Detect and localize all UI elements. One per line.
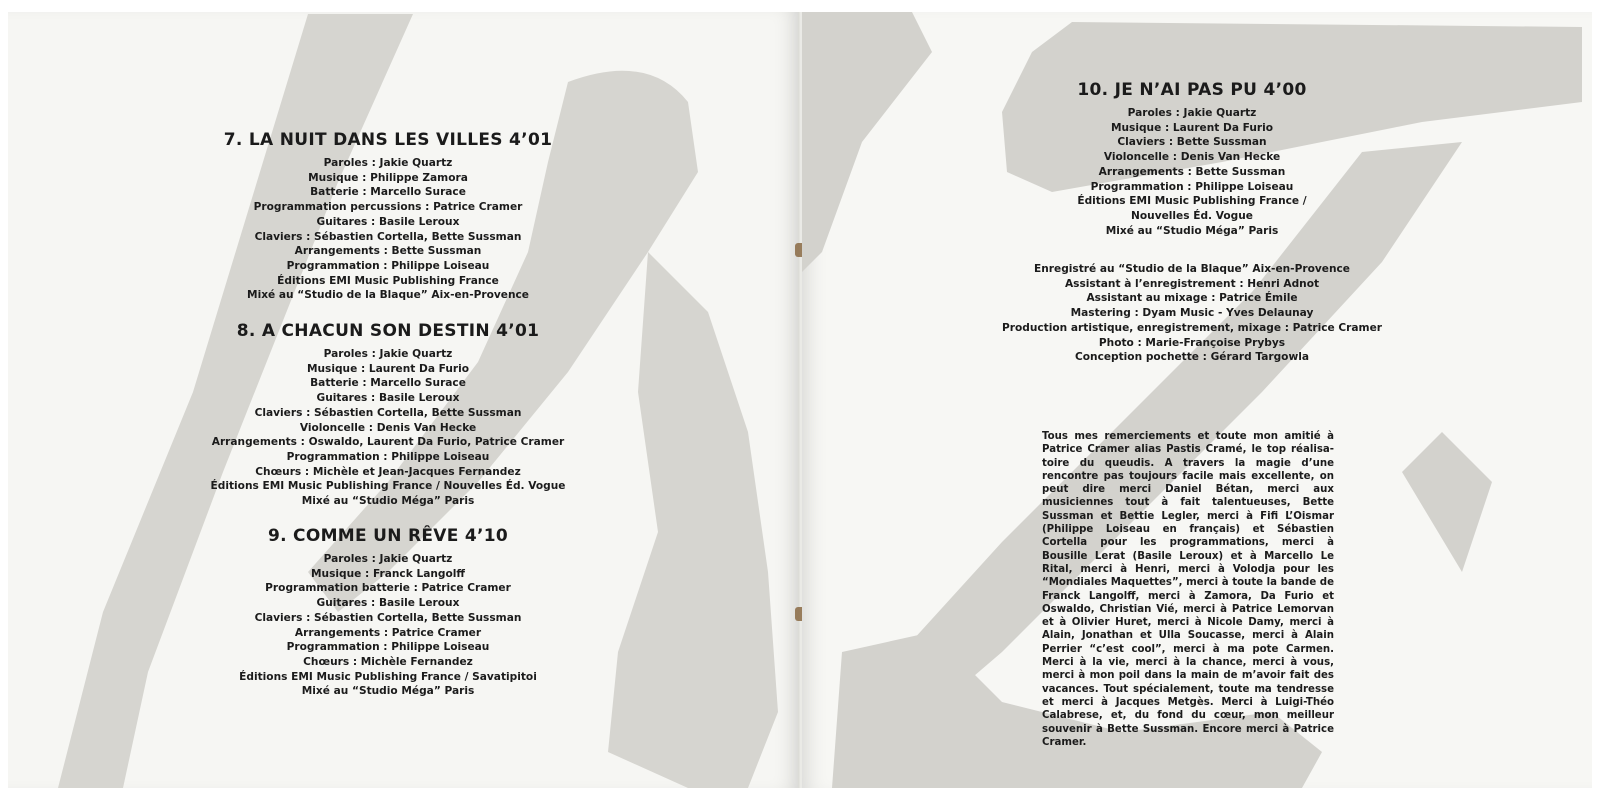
credit-line: Guitares : Basile Leroux xyxy=(316,392,460,405)
credit-line: Mastering : Dyam Music - Yves Delaunay xyxy=(1070,307,1314,320)
credit-line: Paroles : Jakie Quartz xyxy=(323,348,453,360)
credit-line: Mixé au “Studio de la Blaque” Aix-en-Provence xyxy=(247,289,529,302)
credit-line: Chœurs : Michèle Fernandez xyxy=(303,655,473,668)
credit-line: Mixé au “Studio Méga” Paris xyxy=(1105,224,1279,237)
credit-line: Arrangements : Oswaldo, Laurent Da Furio, Patrice Cramer xyxy=(211,436,565,449)
credit-line: Musique : Philippe Zamora xyxy=(308,171,468,184)
credit-line: Claviers : Sébastien Cortella, Bette Sussman xyxy=(254,406,522,419)
track-9-block xyxy=(158,526,618,699)
credit-line: Programmation : Philippe Loiseau xyxy=(286,641,490,654)
credit-line: Programmation : Philippe Loiseau xyxy=(286,450,490,463)
credit-line: Éditions EMI Music Publishing France xyxy=(277,274,499,287)
track-title: 10. JE N’AI PAS PU 4’00 xyxy=(1077,80,1307,100)
credit-line: Éditions EMI Music Publishing France / xyxy=(1077,195,1307,208)
credit-line: Conception pochette : Gérard Targowla xyxy=(1074,351,1310,364)
credit-line: Paroles : Jakie Quartz xyxy=(1127,107,1257,119)
track-7-block xyxy=(158,130,618,303)
credit-line: Chœurs : Michèle et Jean-Jacques Fernandez xyxy=(255,465,521,478)
credit-line: Arrangements : Bette Sussman xyxy=(1098,165,1286,178)
left-page xyxy=(8,12,800,788)
thanks-paragraph: Tous mes remerciements et toute mon amitié à Patrice Cramer alias Pastis Cramé, le top réalisa- toire du queudis. A travers la magie d’une rencontre pas toujours facile mais excellente, on peut dire merci Daniel Bétan, merci aux musiciennes tout à fait talentueuses, Bette Sussman et Bettie Legler, merci à Fifi L’Oismar (Philippe Loiseau en français) et Sébastien Cortella pour les programmations, merci à Bousille Lerat (Basile Leroux) et à Marcello Le Rital, merci à Henri, merci à Volodja pour les “Mondiales Maquettes”, merci à toute la bande de Franck Langolff, merci à Zamora, Da Furio et Oswaldo, Christian Vié, merci à Patrice Lemorvan et à Olivier Huret, merci à Nicole Damy, merci à Alain, Jonathan et Ulla Soucasse, merci à Alain Perrier “c’est cool”, merci à ma pote Carmen. Merci à la vie, merci à la chance, merci à vous, merci à mon poil dans la main de m’avoir fait des vacances. Tout spécialement, toute ma tendresse et merci à Jacques Metgès. Merci à Luigi-Théo Calabrese, et, du fond du cœur, mon meilleur souvenir à Bette Sussman. Encore merci à Patrice Cramer. xyxy=(1042,431,1334,748)
credit-line: Claviers : Sébastien Cortella, Bette Sussman xyxy=(254,611,522,624)
track-title: 7. LA NUIT DANS LES VILLES 4’01 xyxy=(223,130,553,150)
credit-line: Batterie : Marcello Surace xyxy=(310,377,466,390)
track-10-block xyxy=(962,80,1422,238)
credit-line: Éditions EMI Music Publishing France / Nouvelles Éd. Vogue xyxy=(210,480,566,493)
credit-line: Musique : Franck Langolff xyxy=(311,567,465,580)
credit-line: Musique : Laurent Da Furio xyxy=(306,362,470,375)
credit-line: Arrangements : Patrice Cramer xyxy=(294,626,482,639)
track-8-block xyxy=(158,321,618,509)
credit-line: Claviers : Bette Sussman xyxy=(1117,136,1267,149)
credit-line: Mixé au “Studio Méga” Paris xyxy=(301,495,475,508)
credit-line: Claviers : Sébastien Cortella, Bette Sussman xyxy=(254,230,522,243)
credit-line: Assistant au mixage : Patrice Émile xyxy=(1086,292,1298,305)
credit-line: Mixé au “Studio Méga” Paris xyxy=(301,685,475,698)
credit-line: Paroles : Jakie Quartz xyxy=(323,157,453,169)
credit-line: Guitares : Basile Leroux xyxy=(316,215,460,228)
credit-line: Programmation batterie : Patrice Cramer xyxy=(265,582,511,595)
credit-line: Violoncelle : Denis Van Hecke xyxy=(299,421,477,434)
track-title: 8. A CHACUN SON DESTIN 4’01 xyxy=(236,321,540,341)
credit-line: Violoncelle : Denis Van Hecke xyxy=(1103,151,1281,164)
credit-line: Guitares : Basile Leroux xyxy=(316,597,460,610)
credit-line: Photo : Marie-Françoise Prybys xyxy=(1098,336,1286,349)
credit-line: Éditions EMI Music Publishing France / Savatipitoi xyxy=(239,670,537,683)
credit-line: Assistant à l’enregistrement : Henri Adnot xyxy=(1064,277,1320,290)
credit-line: Programmation : Philippe Loiseau xyxy=(286,259,490,272)
credit-line: Programmation percussions : Patrice Cramer xyxy=(253,201,523,214)
right-page xyxy=(802,12,1592,788)
credit-line: Arrangements : Bette Sussman xyxy=(294,245,482,258)
credit-line: Enregistré au “Studio de la Blaque” Aix-en-Provence xyxy=(1034,263,1350,275)
credit-line: Paroles : Jakie Quartz xyxy=(323,553,453,565)
credit-line: Batterie : Marcello Surace xyxy=(310,186,466,199)
credit-line: Musique : Laurent Da Furio xyxy=(1110,121,1274,134)
track-title: 9. COMME UN RÊVE 4’10 xyxy=(267,526,509,546)
production-credits xyxy=(962,262,1422,365)
credit-line: Nouvelles Éd. Vogue xyxy=(1131,209,1253,222)
credit-line: Production artistique, enregistrement, mixage : Patrice Cramer xyxy=(1002,321,1382,334)
credit-line: Programmation : Philippe Loiseau xyxy=(1090,180,1294,193)
